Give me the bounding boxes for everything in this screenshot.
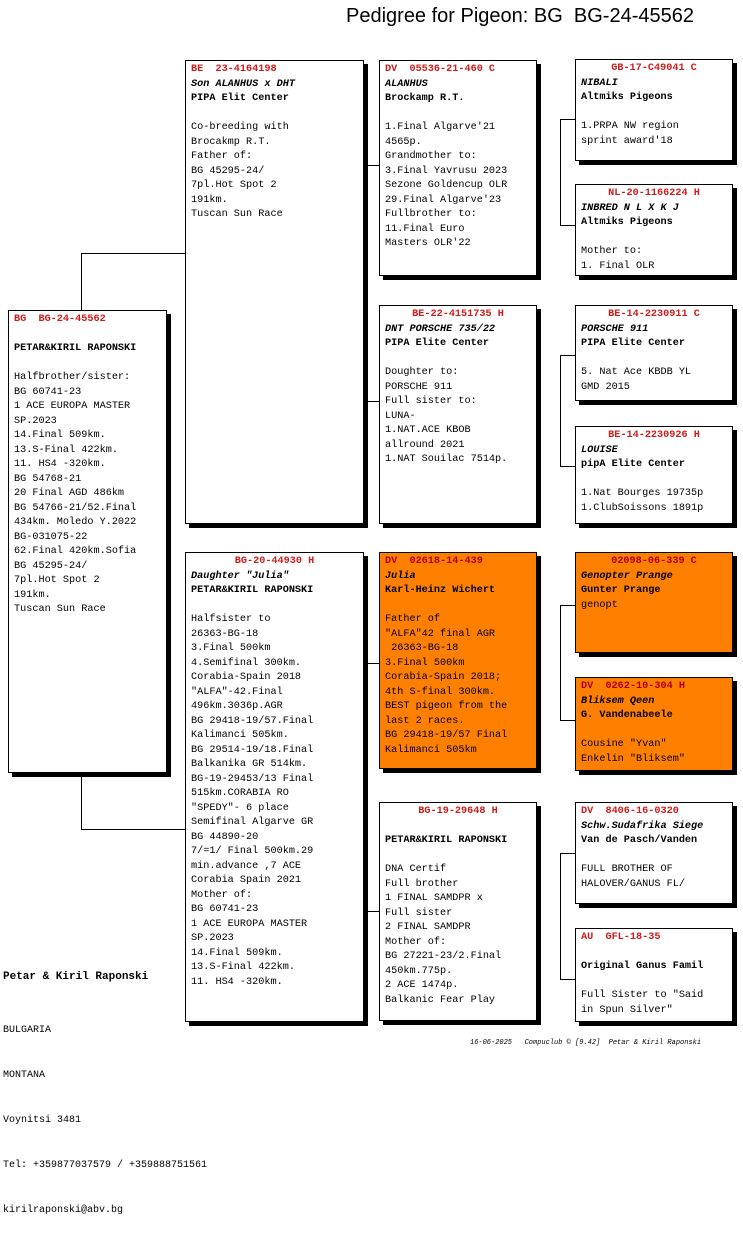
ring-number: BG-20-44930 H <box>234 556 315 567</box>
connector-line <box>560 466 575 467</box>
pigeon-notes: genopt <box>581 599 618 611</box>
owner-name: Van de Pasch/Vanden <box>581 835 698 846</box>
pigeon-name: Son ALANHUS x DHT <box>191 78 295 90</box>
pigeon-name: Genopter Prange <box>581 570 673 582</box>
ring-number: BE-14-2230926 H <box>608 430 700 441</box>
owner-name: Karl-Heinz Wichert <box>385 585 496 596</box>
pedigree-card-grandfather-paternal[interactable] <box>379 60 537 276</box>
ring-number: BG-19-29648 H <box>418 806 498 817</box>
breeder-email: kirilraponski@abv.bg <box>3 1205 124 1216</box>
owner-name: Altmiks Pigeons <box>581 92 673 103</box>
pigeon-notes: Father of "ALFA"42 final AGR 26363-BG-18 3.Final 500km Corabia-Spain 2018; 4th S-final 300km. BEST pigeon from the last 2 races. BG 29418-19/57 Final Kalimanci 505km <box>385 614 508 756</box>
ring-number: DV 05536-21-460 C <box>385 64 496 75</box>
pigeon-notes: DNA Certif Full brother 1 FINAL SAMDPR x Full sister 2 FINAL SAMDPR Mother of: BG 27221-23/2.Final 450km.775p. 2 ACE 1474p. Balkanic Fear Play <box>385 864 502 1006</box>
pigeon-name: DNT PORSCHE 735/22 <box>385 323 496 335</box>
pigeon-name: Schw.Sudafrika Siege <box>581 820 704 832</box>
connector-line <box>366 911 379 912</box>
connector-line <box>560 979 575 980</box>
pedigree-card-great-grandparent-2[interactable] <box>575 184 733 276</box>
owner-name: pipA Elite Center <box>581 459 685 470</box>
connector-line <box>81 253 185 254</box>
owner-name: PIPA Elite Center <box>385 338 489 349</box>
connector-line <box>366 401 379 402</box>
pigeon-notes: Cousine "Yvan" Enkelin "Bliksem" <box>581 739 685 765</box>
ring-number: 02098-06-339 C <box>611 556 697 567</box>
owner-name: Brockamp R.T. <box>385 93 465 104</box>
breeder-info <box>3 940 207 1233</box>
connector-line <box>560 605 575 606</box>
print-footer: 16-06-2025 Compuclub © [9.42] Petar & Kiril Raponski <box>470 1039 702 1047</box>
pedigree-card-father[interactable] <box>185 60 364 524</box>
breeder-country: BULGARIA <box>3 1025 52 1036</box>
pigeon-name: Bliksem Qeen <box>581 695 655 707</box>
pedigree-card-great-grandparent-3[interactable] <box>575 305 733 401</box>
connector-line <box>560 720 575 721</box>
ring-number: AU GFL-18-35 <box>581 932 661 943</box>
connector-line <box>560 355 561 466</box>
breeder-phone: Tel: +359877037579 / +359888751561 <box>3 1160 208 1171</box>
pigeon-name: NIBALI <box>581 77 618 89</box>
ring-number: DV 8406-16-0320 <box>581 806 679 817</box>
owner-name: PETAR&KIRIL RAPONSKI <box>14 343 137 354</box>
connector-line <box>81 253 82 310</box>
connector-line <box>560 355 575 356</box>
connector-line <box>560 605 561 720</box>
ring-number: NL-20-1166224 H <box>608 188 700 199</box>
owner-name: PIPA Elit Center <box>191 93 289 104</box>
pedigree-card-great-grandparent-5[interactable] <box>575 552 733 653</box>
connector-line <box>81 829 185 830</box>
pigeon-notes: Halfsister to 26363-BG-18 3.Final 500km 4.Semifinal 300km. Corabia-Spain 2018 "ALFA"-42.Final 496km.3036p.AGR BG 29418-19/57.Final Kalimanci 505km. BG 29514-19/18.Final Balkanika GR 514km. BG-19-29453/13 Final 515km.CORABIA RO "SPEDY"- 6 place Semifinal Algarve GR BG 44890-20 7/=1/ Final 500km.29 min.advance ,7 ACE Corabia Spain 2021 Mother of: BG 60741-23 1 ACE EUROPA MASTER SP.2023 14.Final 509km. 13.S-Final 422km. 11. HS4 -320km. <box>191 614 314 988</box>
owner-name: Altmiks Pigeons <box>581 217 673 228</box>
pedigree-card-grandmother-paternal[interactable] <box>379 305 537 524</box>
owner-name: Gunter Prange <box>581 585 661 596</box>
pigeon-notes: Co-breeding with Brocakmp R.T. Father of: BG 45295-24/ 7pl.Hot Spot 2 191km. Tuscan Sun Race <box>191 122 289 220</box>
ring-number: BE 23-4164198 <box>191 64 277 75</box>
pedigree-card-mother[interactable] <box>185 552 364 1022</box>
breeder-region: MONTANA <box>3 1070 46 1081</box>
pedigree-card-grandfather-maternal[interactable] <box>379 552 537 769</box>
owner-name: Original Ganus Famil <box>581 961 704 972</box>
connector-line <box>560 119 561 225</box>
connector-line <box>560 853 561 979</box>
ring-number: DV 02618-14-439 <box>385 556 483 567</box>
pigeon-notes: 1.Final Algarve'21 4565p. Grandmother to: 3.Final Yavrusu 2023 Sezone Goldencup OLR 29.Final Algarve'23 Fullbrother to: 11.Final Euro Masters OLR'22 <box>385 122 508 249</box>
pigeon-notes: 1.PRPA NW region sprint award'18 <box>581 121 679 147</box>
pigeon-name: PORSCHE 911 <box>581 323 649 335</box>
pigeon-notes: Halfbrother/sister: BG 60741-23 1 ACE EUROPA MASTER SP.2023 14.Final 509km. 13.S-Final 422km. 11. HS4 -320km. BG 54768-21 20 Final AGD 486km BG 54766-21/52.Final 434km. Moledo Y.2022 BG-031075-22 62.Final 420km.Sofia BG 45295-24/ 7pl.Hot Spot 2 191km. Tuscan Sun Race <box>14 372 137 615</box>
owner-name: PETAR&KIRIL RAPONSKI <box>191 585 314 596</box>
pigeon-notes: Mother to: 1. Final OLR <box>581 246 655 272</box>
page-title: Pedigree for Pigeon: BG BG-24-45562 <box>346 5 694 27</box>
pigeon-notes: Doughter to: PORSCHE 911 Full sister to: LUNA- 1.NAT.ACE KBOB allround 2021 1.NAT Souilac 7514p. <box>385 367 508 465</box>
owner-name: G. Vandenabeele <box>581 710 673 721</box>
pigeon-name: LOUISE <box>581 444 618 456</box>
pedigree-card-great-grandparent-6[interactable] <box>575 677 733 771</box>
pigeon-name: INBRED N L X K J <box>581 202 679 214</box>
ring-number: BG BG-24-45562 <box>14 314 106 325</box>
ring-number: BE-22-4151735 H <box>412 309 504 320</box>
connector-line <box>366 165 379 166</box>
connector-line <box>560 853 575 854</box>
pedigree-card-subject[interactable] <box>8 310 167 773</box>
pigeon-name: Daughter "Julia" <box>191 570 289 582</box>
pigeon-notes: 5. Nat Ace KBDB YL GMD 2015 <box>581 367 692 393</box>
ring-number: DV 0262-10-304 H <box>581 681 685 692</box>
owner-name: PETAR&KIRIL RAPONSKI <box>385 835 508 846</box>
pigeon-notes: 1.Nat Bourges 19735p 1.ClubSoissons 1891p <box>581 488 704 514</box>
pigeon-notes: Full Sister to "Said in Spun Silver" <box>581 990 704 1016</box>
pedigree-card-grandmother-maternal[interactable] <box>379 802 537 1021</box>
connector-line <box>366 663 367 911</box>
breeder-name: Petar & Kiril Raponski <box>3 971 149 983</box>
pedigree-card-great-grandparent-7[interactable] <box>575 802 733 904</box>
ring-number: GB-17-C49041 C <box>611 63 697 74</box>
connector-line <box>560 119 575 120</box>
owner-name: PIPA Elite Center <box>581 338 685 349</box>
ring-number: BE-14-2230911 C <box>608 309 700 320</box>
connector-line <box>366 663 379 664</box>
connector-line <box>560 225 575 226</box>
pedigree-card-great-grandparent-4[interactable] <box>575 426 733 524</box>
pedigree-card-great-grandparent-1[interactable] <box>575 59 733 161</box>
pigeon-name: Julia <box>385 570 416 582</box>
pigeon-name: ALANHUS <box>385 78 428 90</box>
connector-line <box>366 165 367 401</box>
pedigree-card-great-grandparent-8[interactable] <box>575 928 733 1022</box>
pigeon-notes: FULL BROTHER OF HALOVER/GANUS FL/ <box>581 864 685 890</box>
breeder-address: Voynitsi 3481 <box>3 1115 82 1126</box>
connector-line <box>81 773 82 829</box>
